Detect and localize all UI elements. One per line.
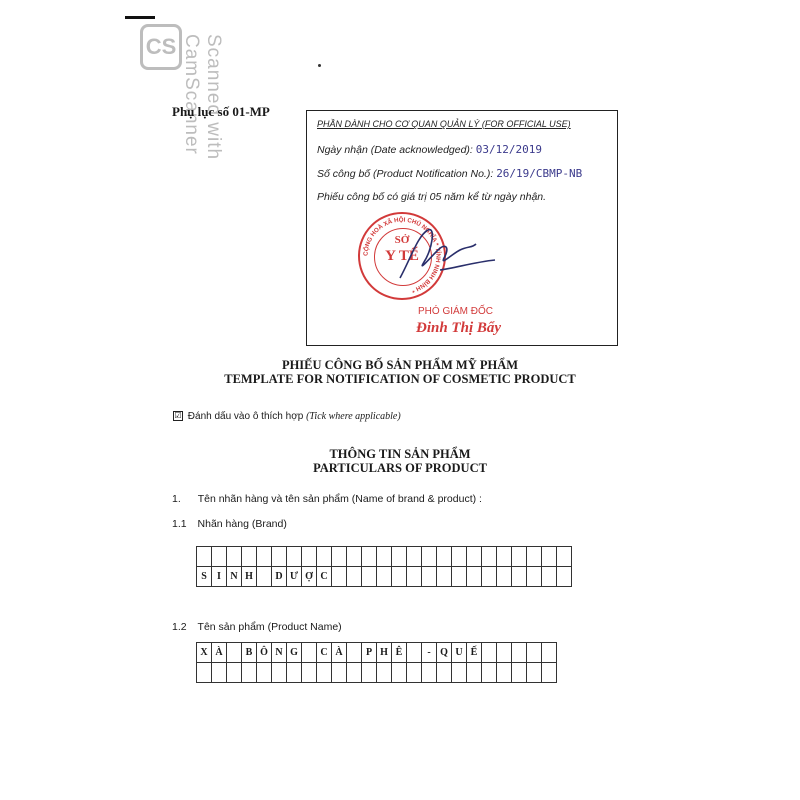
product-grid-cell: Ế xyxy=(467,643,482,663)
product-grid-cell: C xyxy=(317,643,332,663)
item-1-number: 1. xyxy=(172,493,181,505)
camscanner-watermark: Scanned with CamScanner xyxy=(181,34,224,161)
brand-grid-cell xyxy=(482,567,497,587)
brand-grid-cell xyxy=(362,547,377,567)
product-grid-cell xyxy=(377,663,392,683)
brand-grid-cell: Ư xyxy=(287,567,302,587)
product-grid-cell xyxy=(362,663,377,683)
brand-grid-cell xyxy=(497,567,512,587)
brand-grid-cell xyxy=(422,547,437,567)
brand-grid-cell xyxy=(257,547,272,567)
seal-dept: Y TẾ xyxy=(385,248,419,264)
product-grid-cell xyxy=(302,663,317,683)
notification-no-value: 26/19/CBMP-NB xyxy=(496,167,583,180)
date-acknowledged-value: 03/12/2019 xyxy=(475,143,543,156)
brand-grid-cell xyxy=(407,567,422,587)
item-1-2 xyxy=(172,621,342,633)
brand-grid-cell xyxy=(347,567,362,587)
brand-grid-cell: H xyxy=(242,567,257,587)
svg-text:CỘNG HOÀ XÃ HỘI CHỦ NGHĨA * TỈ: CỘNG HOÀ XÃ HỘI CHỦ NGHĨA * TỈNH NINH BÌNH * xyxy=(362,216,442,294)
brand-grid-cell xyxy=(302,547,317,567)
product-grid-cell xyxy=(212,663,227,683)
section-title-en: PARTICULARS OF PRODUCT xyxy=(313,461,487,475)
product-grid-cell xyxy=(497,643,512,663)
item-1-2-number: 1.2 xyxy=(172,621,187,633)
brand-grid-cell xyxy=(557,567,572,587)
product-grid-cell xyxy=(317,663,332,683)
brand-grid-cell xyxy=(347,547,362,567)
product-grid-cell: B xyxy=(242,643,257,663)
item-1-2-label: Tên sản phẩm (Product Name) xyxy=(197,621,342,633)
brand-grid-cell xyxy=(272,547,287,567)
brand-grid-cell xyxy=(362,567,377,587)
product-grid-cell: N xyxy=(272,643,287,663)
brand-grid-cell xyxy=(482,547,497,567)
product-grid-cell xyxy=(527,663,542,683)
product-grid-cell xyxy=(392,663,407,683)
product-grid-cell: U xyxy=(452,643,467,663)
brand-grid-cell xyxy=(467,547,482,567)
product-grid-cell xyxy=(512,663,527,683)
product-grid-cell: À xyxy=(212,643,227,663)
product-grid-cell: G xyxy=(287,643,302,663)
brand-grid xyxy=(196,546,572,587)
brand-grid-cell xyxy=(332,547,347,567)
brand-grid-cell xyxy=(437,567,452,587)
product-row xyxy=(197,643,557,663)
brand-row xyxy=(197,567,572,587)
brand-grid-cell xyxy=(527,547,542,567)
item-1-label: Tên nhãn hàng và tên sản phẩm (Name of brand & product) : xyxy=(197,493,482,505)
handwritten-signature xyxy=(380,220,500,290)
item-1-1-label: Nhãn hàng (Brand) xyxy=(197,518,287,530)
brand-grid-cell xyxy=(242,547,257,567)
brand-grid-cell xyxy=(332,567,347,587)
product-grid-cell xyxy=(527,643,542,663)
product-grid-cell xyxy=(347,663,362,683)
product-row xyxy=(197,663,557,683)
brand-grid-cell xyxy=(542,547,557,567)
product-grid-cell xyxy=(227,663,242,683)
product-grid-cell xyxy=(422,663,437,683)
brand-grid-cell xyxy=(392,547,407,567)
date-acknowledged-row xyxy=(317,143,542,156)
product-grid-cell xyxy=(467,663,482,683)
brand-grid-cell xyxy=(467,567,482,587)
signer-name: Đinh Thị Bẩy xyxy=(416,320,502,336)
title-english: TEMPLATE FOR NOTIFICATION OF COSMETIC PRODUCT xyxy=(224,372,576,386)
notification-no-row xyxy=(317,167,582,180)
product-grid-cell xyxy=(407,663,422,683)
item-1-1 xyxy=(172,518,287,530)
product-grid-cell: Ô xyxy=(257,643,272,663)
notification-no-label: Số công bố (Product Notification No.): xyxy=(317,168,494,180)
tick-instruction-en: (Tick where applicable) xyxy=(306,411,401,422)
product-grid-cell xyxy=(407,643,422,663)
scan-edge-line xyxy=(125,16,155,19)
product-grid-cell: H xyxy=(377,643,392,663)
brand-grid-cell xyxy=(287,547,302,567)
brand-grid-cell xyxy=(497,547,512,567)
date-acknowledged-label: Ngày nhận (Date acknowledged): xyxy=(317,144,473,156)
validity-note: Phiếu công bố có giá trị 05 năm kể từ ngày nhận. xyxy=(317,191,547,203)
brand-grid-cell xyxy=(527,567,542,587)
product-grid-cell: - xyxy=(422,643,437,663)
brand-grid-cell xyxy=(452,547,467,567)
product-grid-cell xyxy=(497,663,512,683)
product-grid-cell xyxy=(542,643,557,663)
product-grid-cell xyxy=(287,663,302,683)
product-grid-cell xyxy=(347,643,362,663)
product-grid-cell xyxy=(437,663,452,683)
seal-org: SỞ xyxy=(394,234,410,246)
brand-grid-cell: S xyxy=(197,567,212,587)
brand-grid-cell xyxy=(512,567,527,587)
product-grid-cell xyxy=(482,643,497,663)
brand-grid-cell xyxy=(197,547,212,567)
tick-instruction-vi: Đánh dấu vào ô thích hợp xyxy=(187,411,304,422)
item-1 xyxy=(172,493,482,505)
product-grid-cell xyxy=(482,663,497,683)
product-grid-cell xyxy=(332,663,347,683)
brand-grid-cell xyxy=(212,547,227,567)
product-grid-cell: P xyxy=(362,643,377,663)
checkbox-icon: ☑ xyxy=(174,411,182,421)
brand-grid-cell xyxy=(317,547,332,567)
product-grid-cell: Ê xyxy=(392,643,407,663)
product-grid-cell xyxy=(542,663,557,683)
product-grid-cell: X xyxy=(197,643,212,663)
brand-grid-cell xyxy=(377,547,392,567)
product-grid-cell: Q xyxy=(437,643,452,663)
tick-instruction xyxy=(173,411,401,422)
section-title-vi: THÔNG TIN SẢN PHẨM xyxy=(329,447,471,461)
brand-grid-cell: C xyxy=(317,567,332,587)
scan-speck xyxy=(318,64,321,67)
brand-grid-cell: I xyxy=(212,567,227,587)
brand-grid-cell xyxy=(227,547,242,567)
brand-grid-cell xyxy=(407,547,422,567)
appendix-label: Phụ lục số 01-MP xyxy=(172,104,270,119)
product-grid-cell xyxy=(452,663,467,683)
brand-grid-cell xyxy=(437,547,452,567)
brand-grid-cell xyxy=(557,547,572,567)
product-grid-cell xyxy=(242,663,257,683)
brand-grid-cell xyxy=(422,567,437,587)
brand-row xyxy=(197,547,572,567)
title-vietnamese: PHIẾU CÔNG BỐ SẢN PHẨM MỸ PHẨM xyxy=(281,358,519,372)
brand-grid-cell xyxy=(512,547,527,567)
product-grid-cell xyxy=(197,663,212,683)
brand-grid-cell xyxy=(257,567,272,587)
official-use-heading: PHẦN DÀNH CHO CƠ QUAN QUẢN LÝ (FOR OFFICIAL USE) xyxy=(317,119,571,129)
brand-grid-cell xyxy=(452,567,467,587)
product-grid-cell xyxy=(302,643,317,663)
brand-grid-cell: N xyxy=(227,567,242,587)
brand-grid-cell xyxy=(392,567,407,587)
product-grid-cell xyxy=(512,643,527,663)
brand-grid-cell: Ợ xyxy=(302,567,317,587)
product-grid-cell: À xyxy=(332,643,347,663)
brand-grid-cell: D xyxy=(272,567,287,587)
brand-grid-cell xyxy=(377,567,392,587)
product-name-grid xyxy=(196,642,557,683)
product-grid-cell xyxy=(257,663,272,683)
signer-title: PHÓ GIÁM ĐỐC xyxy=(418,306,494,317)
product-grid-cell xyxy=(272,663,287,683)
product-grid-cell xyxy=(227,643,242,663)
brand-grid-cell xyxy=(542,567,557,587)
item-1-1-number: 1.1 xyxy=(172,518,187,530)
camscanner-logo-icon: CS xyxy=(140,24,182,70)
